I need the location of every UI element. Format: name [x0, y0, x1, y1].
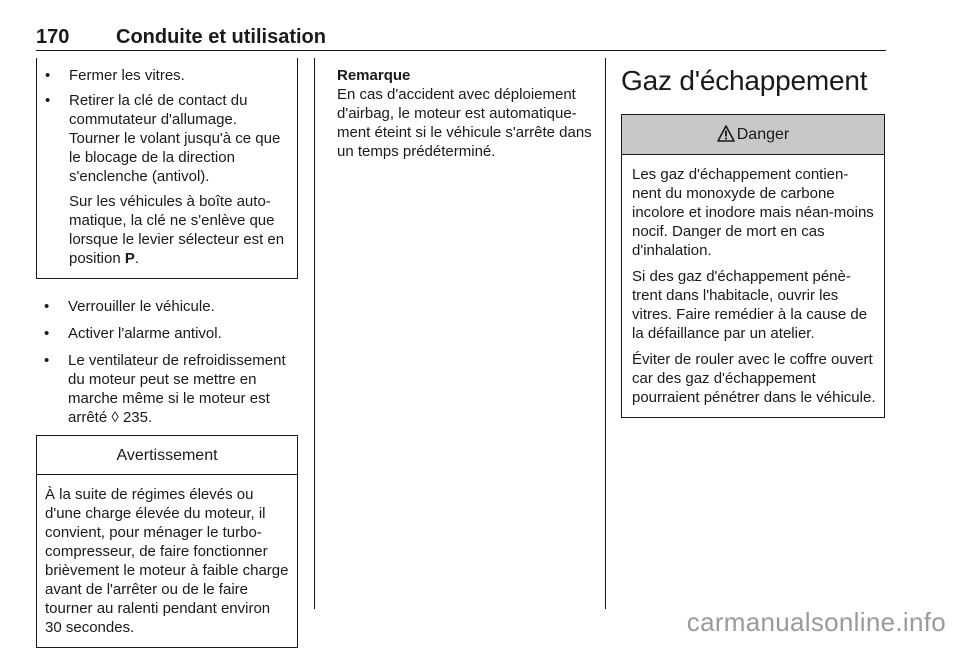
warning-triangle-icon — [717, 125, 735, 142]
note-text: En cas d'accident avec déploiement d'airbag, le moteur est automatique-ment éteint si le véhicule s'arrête dans un temps prédéterminé. — [337, 86, 592, 160]
list-item-text — [68, 351, 298, 427]
instruction-list — [36, 297, 298, 427]
list-item-text: Fermer les vitres. — [69, 67, 185, 84]
warning-body — [37, 475, 297, 647]
list-item-text: Verrouiller le véhicule. — [68, 298, 215, 315]
list-item-text: Retirer la clé de contact du commutateur d'allumage. Tourner le volant jusqu'à ce que le blocage de la direction s'enclenche (antivol). — [69, 92, 281, 185]
watermark: carmanualsonline.info — [686, 607, 946, 637]
list-item-subtext — [69, 192, 289, 268]
bullet: • — [44, 352, 50, 369]
bullet: • — [44, 325, 50, 342]
middle-column — [337, 66, 595, 161]
danger-header — [622, 115, 884, 155]
subtext-body: Sur les véhicules à boîte auto-matique, la clé ne s'enlève que lorsque le levier sélecteur est en position — [69, 193, 285, 267]
page-ref-arrow-icon: ◊ — [111, 409, 119, 426]
warning-box — [36, 435, 298, 648]
list-item — [36, 297, 298, 316]
danger-paragraph: Si des gaz d'échappement pénè-trent dans l'habitacle, ouvrir les vitres. Faire remédier à la cause de la défaillance par un atelier. — [632, 268, 868, 342]
danger-title: Danger — [736, 126, 790, 143]
danger-body — [622, 155, 884, 417]
danger-paragraph: Éviter de rouler avec le coffre ouvert car des gaz d'échappement pourraient pénétrer dans le véhicule. — [632, 351, 876, 406]
bullet: • — [44, 298, 50, 315]
list-item-text: Activer l'alarme antivol. — [68, 325, 222, 342]
list-item-body: Le ventilateur de refroidissement du moteur peut se mettre en marche même si le moteur est arrêté — [68, 352, 286, 426]
warning-text: À la suite de régimes élevés ou d'une charge élevée du moteur, il convient, pour ménager le turbo-compresseur, de faire fonctionner brièvement le moteur à faible charge avant de l'arrêter ou de le faire tourner au ralenti pendant environ 30 secondes. — [45, 486, 289, 636]
right-column — [621, 58, 885, 418]
page-title: Conduite et utilisation — [116, 26, 326, 48]
warning-title: Avertissement — [37, 436, 297, 475]
list-item — [37, 66, 289, 85]
danger-paragraph: Les gaz d'échappement contien-nent du monoxyde de carbone incolore et inodore mais néan-moins nocif. Danger de mort en cas d'inhalation. — [632, 166, 874, 259]
boxed-instruction-list — [36, 58, 298, 279]
selector-position: P — [124, 250, 135, 267]
subtext-end: . — [134, 250, 140, 267]
danger-box — [621, 114, 885, 418]
list-item — [37, 91, 289, 268]
note-label: Remarque — [337, 67, 411, 84]
page-header — [36, 26, 886, 51]
bullet: • — [45, 67, 51, 84]
section-title: Gaz d'échappement — [621, 65, 868, 96]
list-item — [36, 324, 298, 343]
page-ref-link[interactable]: 235. — [118, 409, 153, 426]
page-number: 170 — [36, 26, 70, 48]
column-divider — [314, 58, 315, 609]
column-divider — [605, 58, 606, 609]
left-column — [36, 58, 298, 648]
bullet: • — [45, 92, 51, 109]
list-item — [36, 351, 298, 427]
